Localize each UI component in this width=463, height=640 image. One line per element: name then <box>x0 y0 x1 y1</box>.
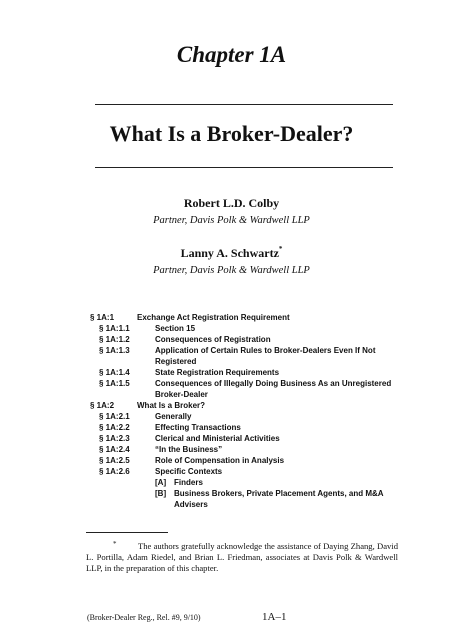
toc-section-number: [B] <box>155 489 167 498</box>
toc-section-number: § 1A:2.5 <box>99 456 130 465</box>
toc-entry-title: Specific Contexts <box>155 467 223 476</box>
toc-entry-title: “In the Business” <box>155 445 223 454</box>
toc-entry[interactable] <box>99 367 279 378</box>
toc-entry[interactable] <box>155 477 203 488</box>
toc-section-number: § 1A:2 <box>90 401 115 410</box>
toc-section-number: § 1A:2.2 <box>99 423 130 432</box>
author-affiliation: Partner, Davis Polk & Wardwell LLP <box>153 215 310 226</box>
toc-section-number: § 1A:2.3 <box>99 434 130 443</box>
footnote-text: The authors gratefully acknowledge the assistance of Daying Zhang, David L. Portilla, Adam Riedel, and Brian L. Friedman, associates at Davis Polk & Wardwell LLP, in the preparation of this chapter. <box>86 541 398 573</box>
toc-section-number: § 1A:1.2 <box>99 335 130 344</box>
toc-entry-title: Consequences of Illegally Doing Business As an Unregistered <box>155 379 392 388</box>
toc-entry-title: Role of Compensation in Analysis <box>155 456 285 465</box>
toc-entry-title: Finders <box>174 478 203 487</box>
toc-entry[interactable] <box>99 444 222 455</box>
toc-entry-title: Advisers <box>174 500 208 509</box>
author-name-text: Robert L.D. Colby <box>183 196 280 210</box>
toc-section-number: § 1A:2.1 <box>99 412 130 421</box>
chapter-label: Chapter 1A <box>176 42 287 67</box>
footnote-rule <box>86 532 168 533</box>
toc-entry[interactable] <box>99 323 195 334</box>
title-rule-bottom <box>95 167 393 168</box>
toc-entry-title: Registered <box>155 357 197 366</box>
toc-section-number: § 1A:1 <box>90 313 115 322</box>
toc-entry[interactable] <box>99 411 191 422</box>
page-number: 1A–1 <box>262 611 287 623</box>
author-name-text: Lanny A. Schwartz <box>180 246 279 260</box>
toc-entry-title: Generally <box>155 412 192 421</box>
toc-section-number: § 1A:2.6 <box>99 467 130 476</box>
toc-entry[interactable] <box>99 345 375 356</box>
toc-entry-title: Effecting Transactions <box>155 423 241 432</box>
toc-entry-title: Clerical and Ministerial Activities <box>155 434 280 443</box>
toc-entry[interactable] <box>99 433 280 444</box>
author-name <box>0 196 463 211</box>
toc-section-number: § 1A:1.5 <box>99 379 130 388</box>
toc-entry-continuation <box>99 389 208 400</box>
release-citation: (Broker-Dealer Reg., Rel. #9, 9/10) <box>87 613 201 622</box>
toc-entry[interactable] <box>90 312 290 323</box>
author-name <box>0 246 463 261</box>
toc-entry-title: Section 15 <box>155 324 196 333</box>
toc-entry-title: Application of Certain Rules to Broker-Dealers Even If Not <box>155 346 376 355</box>
author-footnote-marker: * <box>278 245 283 253</box>
footnote-marker: * <box>113 540 117 548</box>
toc-section-number: § 1A:1.4 <box>99 368 130 377</box>
toc-section-number: § 1A:1.1 <box>99 324 130 333</box>
toc-section-number: § 1A:1.3 <box>99 346 130 355</box>
toc-entry-title: Business Brokers, Private Placement Agents, and M&A <box>174 489 384 498</box>
toc-entry[interactable] <box>99 378 391 389</box>
toc-section-number: [A] <box>155 478 167 487</box>
toc-entry-continuation <box>155 499 208 510</box>
author-affiliation: Partner, Davis Polk & Wardwell LLP <box>153 265 310 276</box>
toc-entry[interactable] <box>99 334 271 345</box>
toc-section-number: § 1A:2.4 <box>99 445 130 454</box>
chapter-title: What Is a Broker-Dealer? <box>109 121 354 146</box>
toc-entry-title: What Is a Broker? <box>137 401 206 410</box>
toc-entry[interactable] <box>99 455 284 466</box>
title-rule-top <box>95 104 393 105</box>
toc-entry[interactable] <box>90 400 205 411</box>
toc-entry-title: Broker-Dealer <box>155 390 208 399</box>
toc-entry[interactable] <box>99 466 222 477</box>
toc-entry-title: Consequences of Registration <box>155 335 271 344</box>
toc-entry-title: Exchange Act Registration Requirement <box>137 313 290 322</box>
toc-entry-title: State Registration Requirements <box>155 368 280 377</box>
toc-entry-continuation <box>99 356 196 367</box>
toc-entry[interactable] <box>155 488 384 499</box>
toc-entry[interactable] <box>99 422 241 433</box>
